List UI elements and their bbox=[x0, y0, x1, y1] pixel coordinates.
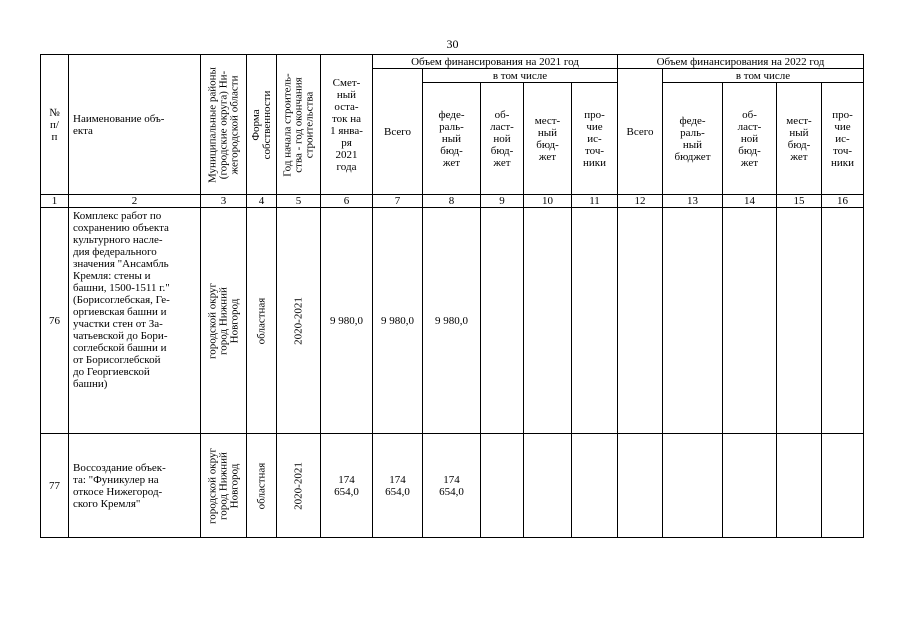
row-ownership bbox=[247, 434, 277, 538]
header-total-2021: Всего bbox=[373, 69, 423, 195]
row-object-name: Воссоздание объек- та: "Фуникулер на откосе Нижегород- ского Кремля" bbox=[69, 434, 201, 538]
table-row bbox=[41, 208, 864, 434]
header-municipality-text: Муниципальные районы (городские округа) Ни- жегородской области bbox=[206, 66, 240, 183]
row-municipality-text: городской округ город Нижний Новгород bbox=[206, 447, 240, 524]
row-estimate: 9 980,0 bbox=[321, 208, 373, 434]
row-years bbox=[277, 434, 321, 538]
row-total-2022 bbox=[618, 434, 663, 538]
header-regional-2021: об- ласт- ной бюд- жет bbox=[481, 83, 524, 195]
row-regional-2022 bbox=[723, 434, 777, 538]
row-ownership-text: областная bbox=[255, 462, 267, 509]
column-number: 15 bbox=[777, 195, 822, 208]
header-ownership-text: Форма собственности bbox=[249, 90, 273, 159]
row-total-2022 bbox=[618, 208, 663, 434]
row-years bbox=[277, 208, 321, 434]
header-regional-2022: об- ласт- ной бюд- жет bbox=[723, 83, 777, 195]
row-regional-2022 bbox=[723, 208, 777, 434]
row-years-text: 2020-2021 bbox=[292, 296, 304, 345]
row-object-name: Комплекс работ по сохранению объекта культурного насле- дия федерального значения "Ансамбль Кремля: стены и башни, 1500-1511 г." (Борисоглебская, Ге- оргиевская башни и участки стен от За- чатьевской до Бори- соглебской башни и от Борисоглебской до Георгиевской башни) bbox=[69, 208, 201, 434]
column-number: 7 bbox=[373, 195, 423, 208]
row-regional-2021 bbox=[481, 208, 524, 434]
header-years bbox=[277, 55, 321, 195]
row-number: 76 bbox=[41, 208, 69, 434]
header-municipality bbox=[201, 55, 247, 195]
table-row bbox=[41, 434, 864, 538]
column-number: 14 bbox=[723, 195, 777, 208]
column-number: 9 bbox=[481, 195, 524, 208]
row-estimate: 174 654,0 bbox=[321, 434, 373, 538]
column-number: 5 bbox=[277, 195, 321, 208]
financing-table bbox=[40, 54, 864, 538]
header-local-2022: мест- ный бюд- жет bbox=[777, 83, 822, 195]
column-number: 2 bbox=[69, 195, 201, 208]
header-years-text: Год начала строитель- ства - год окончания строительства bbox=[281, 72, 315, 177]
column-number: 8 bbox=[423, 195, 481, 208]
row-ownership bbox=[247, 208, 277, 434]
row-other-2022 bbox=[822, 434, 864, 538]
column-number: 10 bbox=[524, 195, 572, 208]
row-total-2021: 174 654,0 bbox=[373, 434, 423, 538]
row-ownership-text: областная bbox=[255, 297, 267, 344]
column-number: 12 bbox=[618, 195, 663, 208]
column-number-row bbox=[41, 195, 864, 208]
header-total-2022: Всего bbox=[618, 69, 663, 195]
column-number: 3 bbox=[201, 195, 247, 208]
row-federal-2021: 9 980,0 bbox=[423, 208, 481, 434]
column-number: 6 bbox=[321, 195, 373, 208]
row-municipality-text: городской округ город Нижний Новгород bbox=[206, 282, 240, 359]
row-local-2021 bbox=[524, 434, 572, 538]
header-group-2021: Объем финансирования на 2021 год bbox=[373, 55, 618, 69]
header-other-2021: про- чие ис- точ- ники bbox=[572, 83, 618, 195]
row-regional-2021 bbox=[481, 434, 524, 538]
row-local-2021 bbox=[524, 208, 572, 434]
header-other-2022: про- чие ис- точ- ники bbox=[822, 83, 864, 195]
row-local-2022 bbox=[777, 434, 822, 538]
header-federal-2021: феде- раль- ный бюд- жет bbox=[423, 83, 481, 195]
row-municipality bbox=[201, 208, 247, 434]
header-local-2021: мест- ный бюд- жет bbox=[524, 83, 572, 195]
column-number: 16 bbox=[822, 195, 864, 208]
header-including-2021: в том числе bbox=[423, 69, 618, 83]
row-federal-2022 bbox=[663, 434, 723, 538]
row-years-text: 2020-2021 bbox=[292, 461, 304, 510]
row-other-2021 bbox=[572, 208, 618, 434]
header-estimate: Смет- ный оста- ток на 1 янва- ря 2021 года bbox=[321, 55, 373, 195]
row-total-2021: 9 980,0 bbox=[373, 208, 423, 434]
column-number: 11 bbox=[572, 195, 618, 208]
row-other-2022 bbox=[822, 208, 864, 434]
column-number: 1 bbox=[41, 195, 69, 208]
row-federal-2021: 174 654,0 bbox=[423, 434, 481, 538]
header-federal-2022: феде- раль- ный бюджет bbox=[663, 83, 723, 195]
row-number: 77 bbox=[41, 434, 69, 538]
header-group-2022: Объем финансирования на 2022 год bbox=[618, 55, 864, 69]
header-including-2022: в том числе bbox=[663, 69, 864, 83]
page-number: 30 bbox=[446, 37, 459, 51]
header-number: № п/ п bbox=[41, 55, 69, 195]
row-local-2022 bbox=[777, 208, 822, 434]
column-number: 13 bbox=[663, 195, 723, 208]
row-other-2021 bbox=[572, 434, 618, 538]
row-municipality bbox=[201, 434, 247, 538]
header-ownership bbox=[247, 55, 277, 195]
row-federal-2022 bbox=[663, 208, 723, 434]
header-object-name: Наименование объ- екта bbox=[69, 55, 201, 195]
column-number: 4 bbox=[247, 195, 277, 208]
